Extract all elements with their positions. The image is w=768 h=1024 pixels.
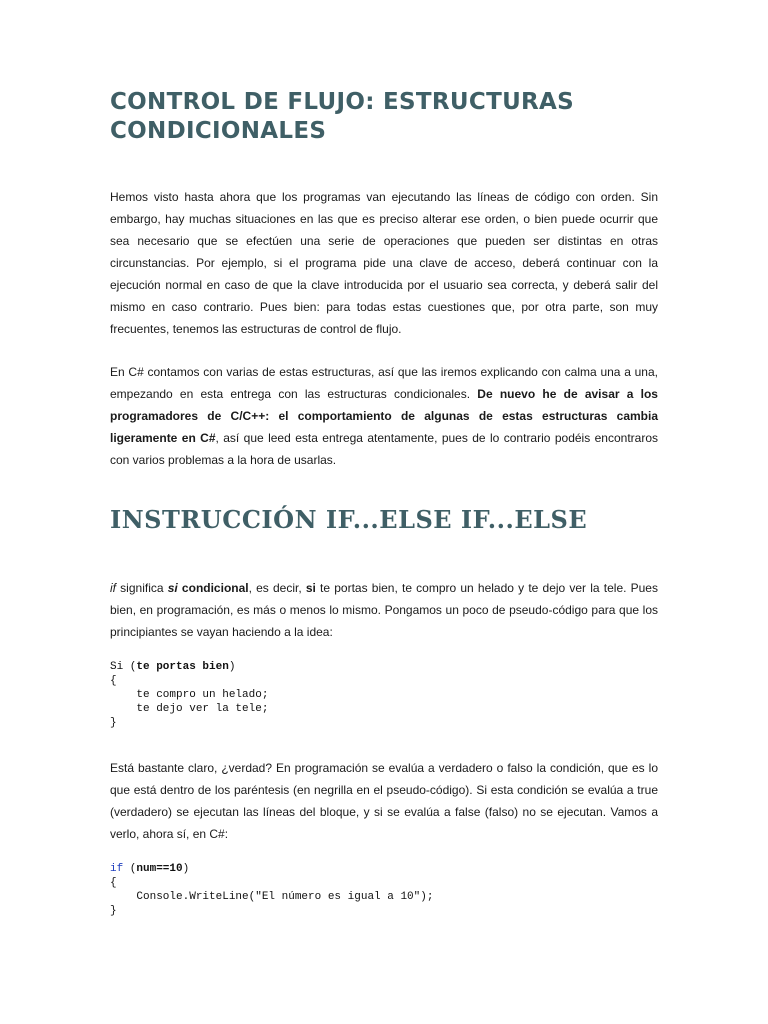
- if-word: if: [110, 581, 116, 595]
- code2-if-keyword: if: [110, 863, 124, 875]
- para2-text-start: En C# contamos con varias de estas estructuras, así que las iremos explicando con calma una a una, empezando en esta entrega con las estructuras condicionales.: [110, 365, 658, 401]
- code2-close-brace: }: [110, 905, 117, 917]
- para3-text-2: , es decir,: [248, 581, 306, 595]
- if-meaning-paragraph: [110, 577, 658, 643]
- code1-line1-start: Si (: [110, 661, 137, 673]
- section-heading-if-else: INSTRUCCIÓN IF...ELSE IF...ELSE: [110, 505, 588, 534]
- code2-line1-mid: (: [123, 863, 137, 875]
- si-word-2: si: [305, 581, 316, 595]
- evaluation-paragraph: Está bastante claro, ¿verdad? En programación se evalúa a verdadero o falso la condición, que es lo que está dentro de los paréntesis (en negrilla en el pseudo-código). Si esta condición se evalúa a true (verdadero) se ejecutan las líneas del bloque, y si se evalúa a false (falso) no se ejecutan. Vamos a verlo, ahora sí, en C#:: [110, 761, 658, 841]
- pseudo-code-block: [110, 660, 630, 730]
- si-word: si: [167, 581, 178, 595]
- code1-line1-end: ): [228, 661, 236, 673]
- code1-line4: te dejo ver la tele;: [110, 703, 269, 715]
- para3-text-3: te portas bien, te compro un helado y te dejo ver la tele. Pues bien, en programación, es más o menos lo mismo. Pongamos un poco de pseudo-código para que los principiantes se vayan haciendo a la idea:: [110, 581, 658, 639]
- code1-condition: te portas bien: [136, 661, 229, 673]
- section-heading-control-flujo: CONTROL DE FLUJO: ESTRUCTURAS CONDICIONALES: [110, 89, 575, 144]
- para2-bold-warning: De nuevo he de avisar a los programadores de C/C++: el comportamiento de algunas de estas estructuras cambia ligeramente en C#: [110, 387, 658, 445]
- csharp-structures-paragraph: [110, 361, 658, 471]
- code2-condition: num==10: [136, 863, 183, 875]
- intro-paragraph: Hemos visto hasta ahora que los programas van ejecutando las líneas de código con orden. Sin embargo, hay muchas situaciones en las que es preciso alterar ese orden, o bien puede ocurrir que sea necesario que se efectúen una serie de operaciones que pueden ser distintas en otras circunstancias. Por ejemplo, si el programa pide una clave de acceso, deberá continuar con la ejecución normal en caso de que la clave introducida por el usuario sea correcta, y deberá salir del mismo en caso contrario. Pues bien: para todas estas cuestiones que, por otra parte, son muy frecuentes, tenemos las estructuras de control de flujo.: [110, 190, 658, 336]
- code2-line1-end: ): [182, 863, 190, 875]
- para2-text-end: , así que leed esta entrega atentamente, pues de lo contrario podéis encontraros con varios problemas a la hora de usarlas.: [110, 431, 658, 467]
- para3-text-1: significa: [116, 581, 168, 595]
- code2-writeline: Console.WriteLine("El número es igual a 10");: [110, 891, 434, 903]
- code2-open-brace: {: [110, 877, 117, 889]
- code1-close-brace: }: [110, 717, 117, 729]
- code1-line3: te compro un helado;: [110, 689, 269, 701]
- code1-open-brace: {: [110, 675, 117, 687]
- csharp-code-block: [110, 862, 630, 918]
- condicional-word: condicional: [177, 581, 249, 595]
